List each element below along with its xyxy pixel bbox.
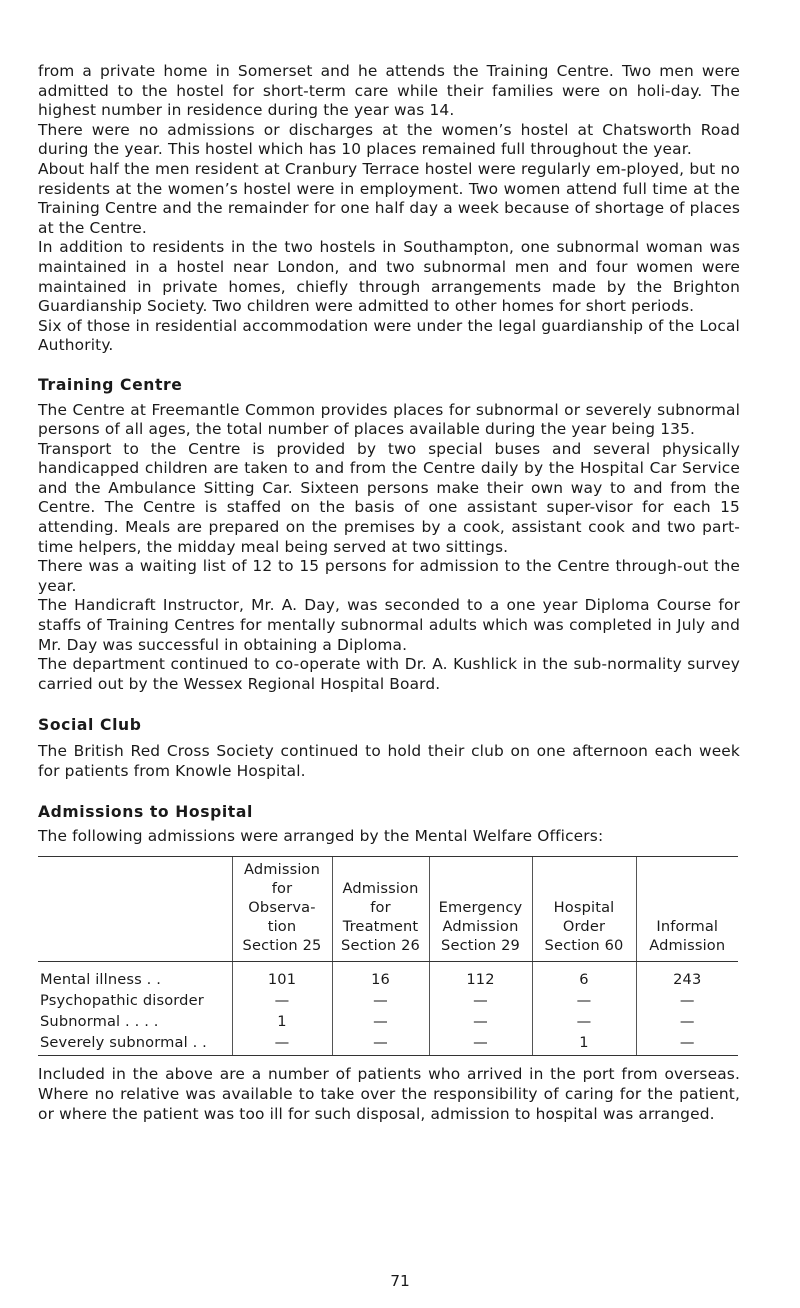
- header-line: Emergency: [438, 899, 523, 917]
- header-line: Informal: [656, 918, 719, 936]
- table-header-row: [38, 857, 738, 962]
- table-row: [38, 962, 738, 991]
- table-cell: —: [332, 1011, 429, 1032]
- header-line: Admission: [442, 918, 519, 936]
- column-header: [232, 857, 332, 962]
- column-header: [332, 857, 429, 962]
- paragraph: In addition to residents in the two hostels in Southampton, one subnormal woman was maintained in a hostel near London, and two subnormal men and four women were maintained in private homes, chiefly through arrangements made by the Brighton Guardianship Society. Two children were admitted to other homes for short periods.: [38, 238, 740, 316]
- column-header: [636, 857, 738, 962]
- paragraph: The British Red Cross Society continued to hold their club on one afternoon each week for patients from Knowle Hospital.: [38, 742, 740, 780]
- paragraph: Transport to the Centre is provided by two special buses and several physically handicapped children are taken to and from the Centre daily by the Hospital Car Service and the Ambulance Sitting Car. Sixteen persons make their own way to and from the Centre. The Centre is staffed on the basis of one assistant super-visor for each 15 attending. Meals are prepared on the premises by a cook, assistant cook and two part-time helpers, the midday meal being served at two sittings.: [38, 439, 740, 556]
- table-cell: 1: [532, 1032, 636, 1056]
- table-cell: 16: [332, 962, 429, 991]
- header-line: Section 25: [242, 937, 322, 955]
- row-label: Severely subnormal . .: [38, 1032, 232, 1056]
- paragraph: The department continued to co-operate with Dr. A. Kushlick in the sub-normality survey carried out by the Wessex Regional Hospital Board.: [38, 655, 740, 693]
- header-line: Section 60: [544, 937, 624, 955]
- table-cell: 243: [636, 962, 738, 991]
- paragraph: The Centre at Freemantle Common provides places for subnormal or severely subnormal persons of all ages, the total number of places available during the year being 135.: [38, 400, 740, 439]
- header-line: Section 29: [441, 937, 520, 955]
- paragraph: from a private home in Somerset and he attends the Training Centre. Two men were admitted to the hostel for short-term care while their families were on holi-day. The highest number in residence during the year was 14.: [38, 62, 740, 120]
- table-cell: —: [636, 1011, 738, 1032]
- table-cell: 112: [429, 962, 532, 991]
- header-line: Treatment: [342, 918, 419, 936]
- table-cell: —: [429, 1032, 532, 1056]
- table-cell: —: [636, 1032, 738, 1056]
- table-cell: 1: [232, 1011, 332, 1032]
- section-heading-admissions: Admissions to Hospital: [38, 803, 253, 822]
- header-line: Admission: [649, 937, 726, 955]
- table-cell: 6: [532, 962, 636, 991]
- column-header: [532, 857, 636, 962]
- table-cell: —: [532, 1011, 636, 1032]
- page-number: 71: [390, 1272, 410, 1290]
- table-cell: —: [429, 1011, 532, 1032]
- row-label: Subnormal . . . .: [40, 1013, 159, 1031]
- row-header-cell: [38, 857, 232, 962]
- table-row: [38, 1032, 738, 1056]
- table-row: [38, 1011, 738, 1032]
- header-line: Section 26: [341, 937, 420, 955]
- table-cell: —: [232, 990, 332, 1011]
- header-line: Hospital: [553, 899, 615, 917]
- table-cell: —: [532, 990, 636, 1011]
- document-page: [38, 62, 740, 1124]
- admissions-table: [38, 856, 738, 1056]
- row-label: Mental illness . .: [40, 971, 162, 989]
- table-cell: —: [332, 1032, 429, 1056]
- table-cell: —: [429, 990, 532, 1011]
- header-line: Admission: [342, 880, 419, 898]
- header-line: for: [370, 899, 391, 917]
- header-line: tion: [267, 918, 297, 936]
- header-line: Admission: [243, 861, 321, 879]
- table-cell: 101: [232, 962, 332, 991]
- column-header: [429, 857, 532, 962]
- header-line: Order: [562, 918, 606, 936]
- header-line: for: [271, 880, 293, 898]
- paragraph: There was a waiting list of 12 to 15 persons for admission to the Centre through-out the year.: [38, 557, 740, 595]
- table-cell: —: [232, 1032, 332, 1056]
- paragraph: There were no admissions or discharges at the women’s hostel at Chatsworth Road during the year. This hostel which has 10 places remained full throughout the year.: [38, 120, 740, 159]
- table-cell: —: [332, 990, 429, 1011]
- table-cell: —: [636, 990, 738, 1011]
- paragraph: Six of those in residential accommodation were under the legal guardianship of the Local Authority.: [38, 316, 740, 355]
- paragraph: The Handicraft Instructor, Mr. A. Day, was seconded to a one year Diploma Course for staffs of Training Centres for mentally subnormal adults which was completed in July and Mr. Day was successful in obtaining a Diploma.: [38, 596, 740, 654]
- table-row: [38, 990, 738, 1011]
- paragraph: About half the men resident at Cranbury Terrace hostel were regularly em-ployed, but no residents at the women’s hostel were in employment. Two women attend full time at the Training Centre and the remainder for one half day a week because of shortage of places at the Centre.: [38, 159, 740, 237]
- table-intro: The following admissions were arranged by the Mental Welfare Officers:: [38, 826, 604, 845]
- row-label: Psychopathic disorder: [40, 992, 204, 1010]
- section-heading-social-club: Social Club: [38, 716, 142, 735]
- paragraph: Included in the above are a number of patients who arrived in the port from overseas. Where no relative was available to take over the responsibility of caring for the patient, or where the patient was too ill for such disposal, admission to hospital was arranged.: [38, 1065, 740, 1123]
- section-heading-training-centre: Training Centre: [38, 375, 183, 394]
- header-line: Observa-: [248, 899, 316, 917]
